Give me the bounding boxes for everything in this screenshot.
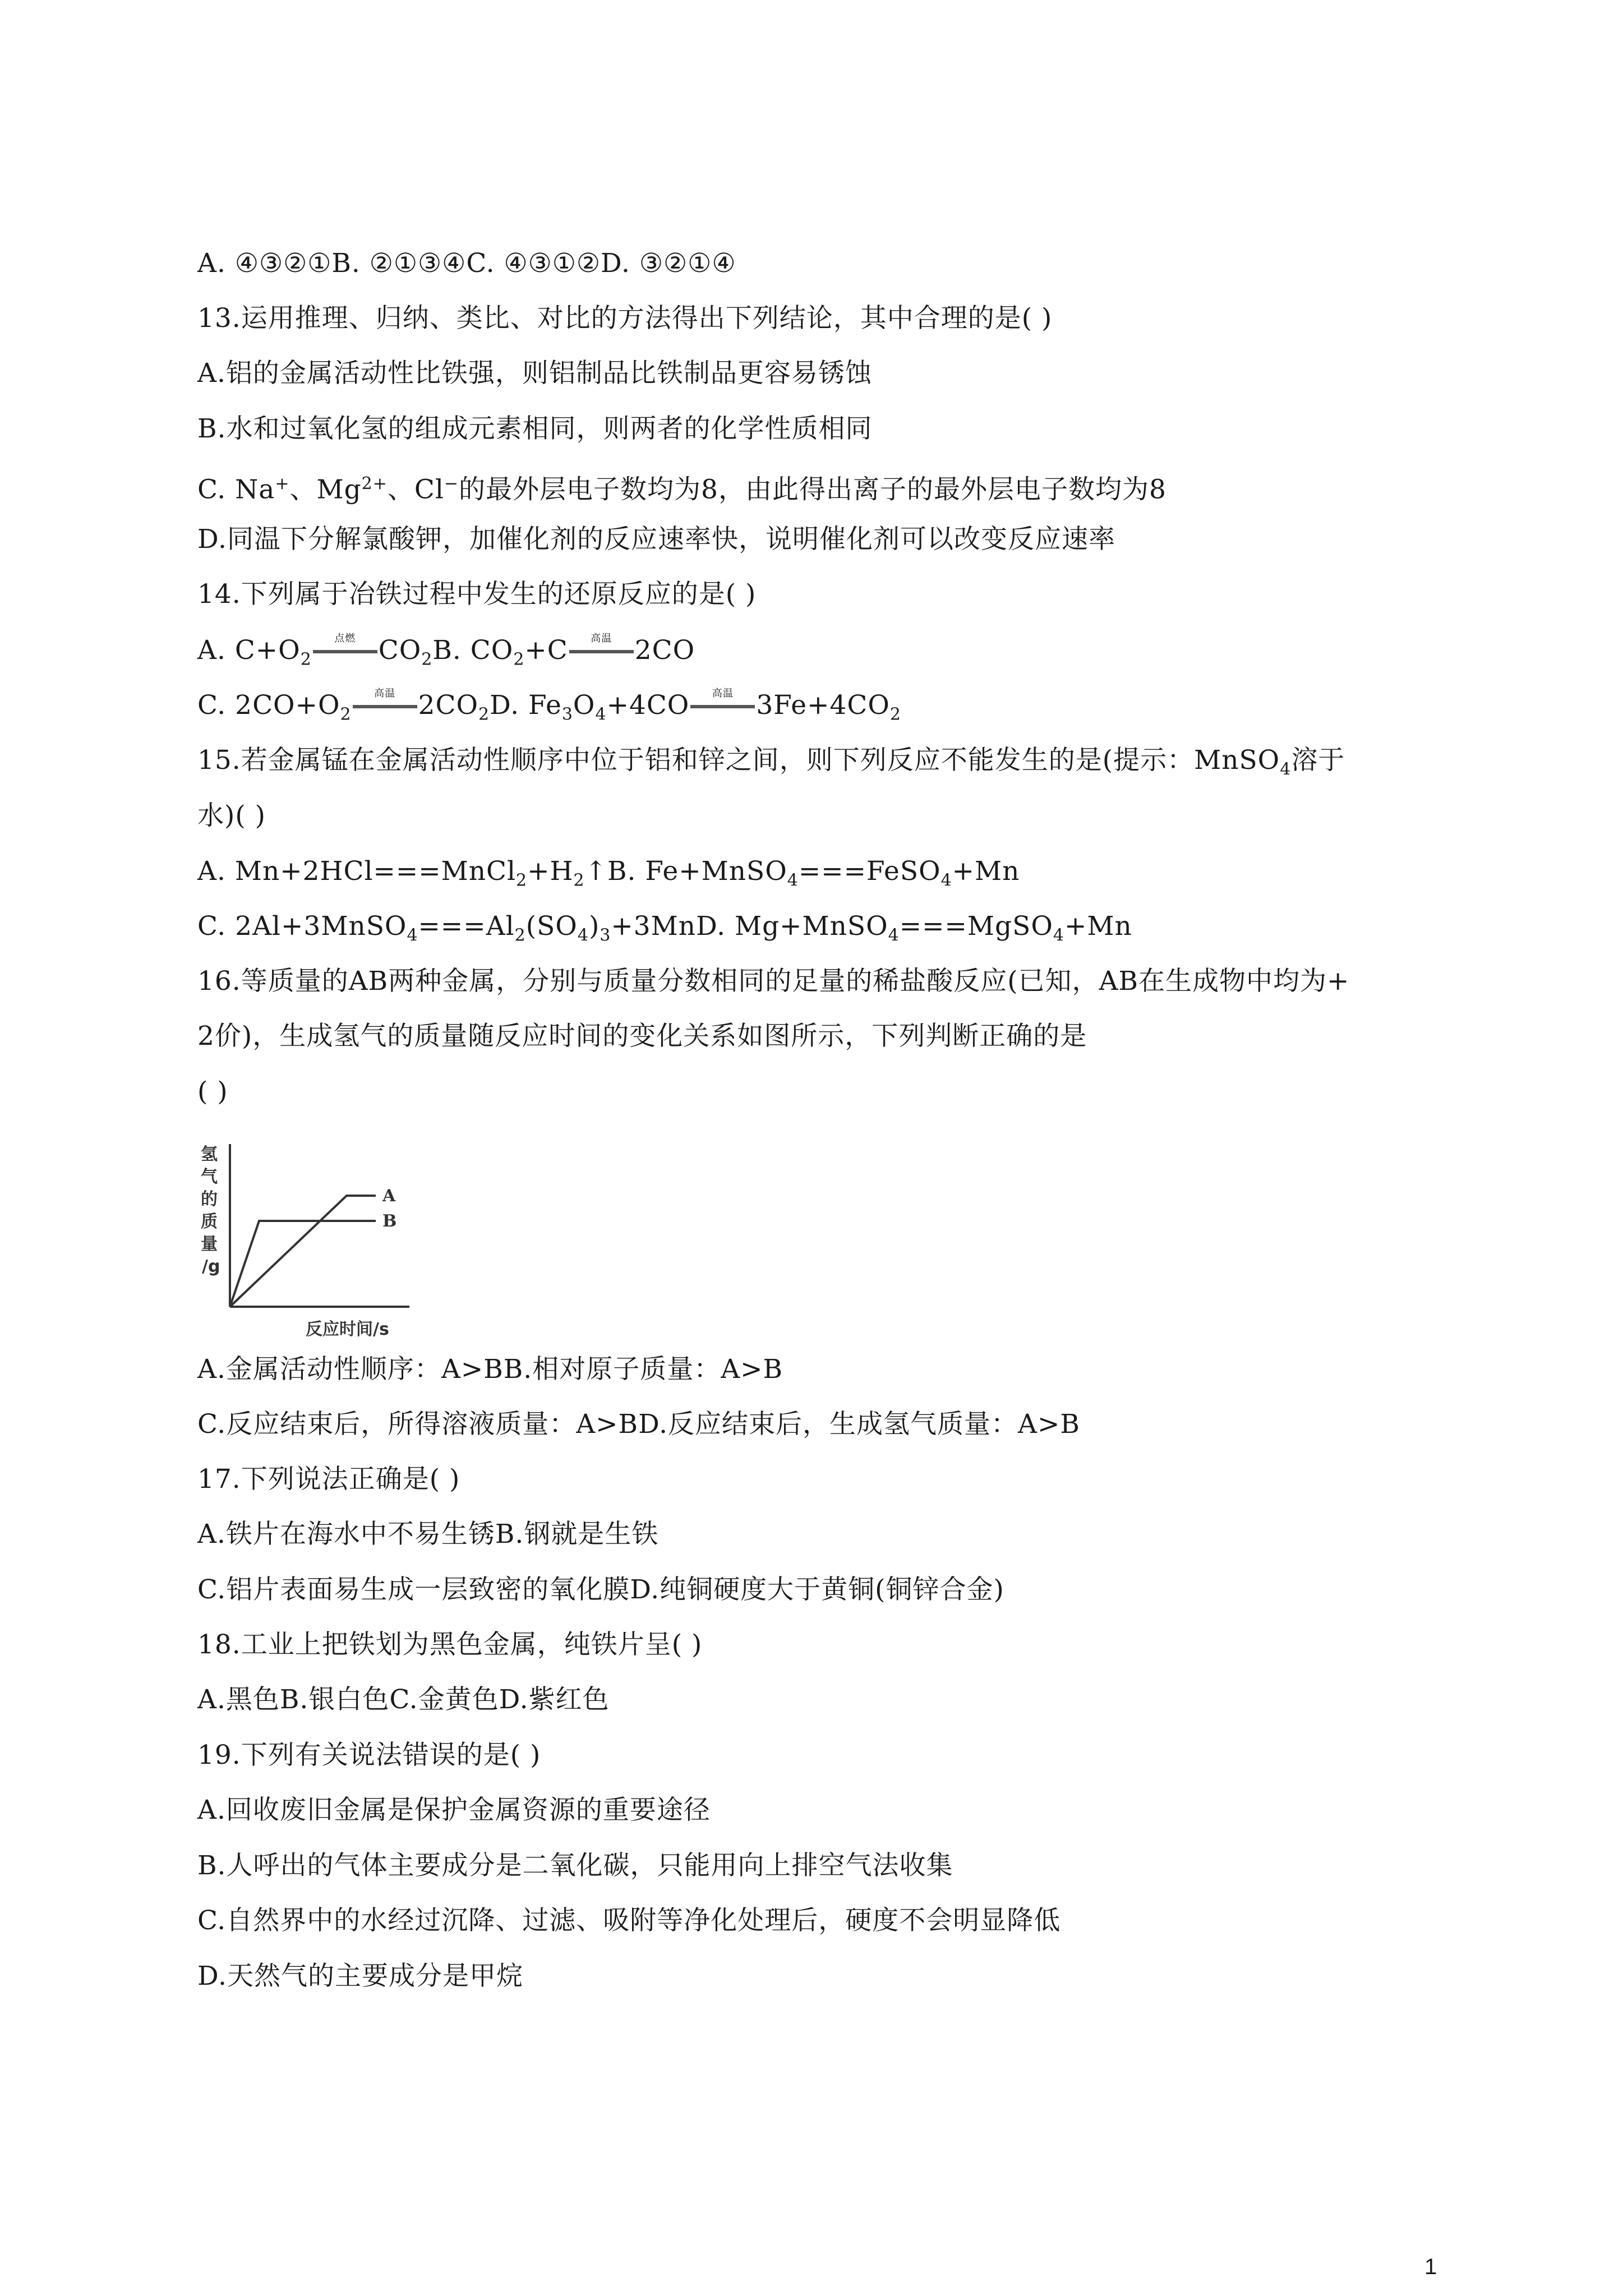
q14-stem: 14.下列属于冶铁过程中发生的还原反应的是( ) bbox=[197, 579, 757, 610]
q14-options-ab: A. $C+O_2$ 点燃 $CO_2B$. $CO_2+C$ 高温 2CO bbox=[197, 633, 695, 670]
q19-option-c: C.自然界中的水经过沉降、过滤、吸附等净化处理后，硬度不会明显降低 bbox=[197, 1905, 1061, 1936]
y-label-char: 质 bbox=[201, 1212, 218, 1232]
series-label-a: A bbox=[382, 1186, 396, 1206]
q13-option-b: B.水和过氧化氢的组成元素相同，则两者的化学性质相同 bbox=[197, 413, 873, 444]
q15-options-cd: C. $2Al+3MnSO_4===Al_2(SO_4)_3+3MnD$. Mg+MnSO$_4$===MgSO$_4$+Mn bbox=[197, 911, 1132, 946]
x-axis-label: 反应时间/s bbox=[306, 1320, 389, 1339]
y-label-char: 氢 bbox=[201, 1145, 218, 1164]
reaction-condition-arrow: 点燃 bbox=[313, 637, 377, 656]
y-label-char: /g bbox=[202, 1257, 220, 1276]
q19-stem: 19.下列有关说法错误的是( ) bbox=[197, 1740, 541, 1771]
q15-options-ab: A. $Mn+2HCl===MnCl_2+H_2↑B$. Fe+MnSO$_4$===FeSO$_4$+Mn bbox=[197, 856, 1020, 891]
reaction-condition-arrow: 高温 bbox=[690, 691, 755, 711]
q13-option-c: C. Na+、$Mg^{2+}$、Cl−的最外层电子数均为8，由此得出离子的最外层电子数均为8 bbox=[197, 474, 1166, 505]
q17-stem: 17.下列说法正确是( ) bbox=[197, 1464, 460, 1495]
q18-stem: 18.工业上把铁划为黑色金属，纯铁片呈( ) bbox=[197, 1629, 703, 1660]
q16-blank: ( ) bbox=[197, 1076, 228, 1107]
page-number: 1 bbox=[1424, 2254, 1437, 2279]
q19-option-b: B.人呼出的气体主要成分是二氧化碳，只能用向上排空气法收集 bbox=[197, 1850, 953, 1881]
q16-stem-cont: 2价)，生成氢气的质量随反应时间的变化关系如图所示，下列判断正确的是 bbox=[197, 1021, 1087, 1052]
series-layer bbox=[230, 1186, 396, 1307]
q16-options-cd: C.反应结束后，所得溶液质量：A>BD.反应结束后，生成氢气质量：A>B bbox=[197, 1409, 1080, 1440]
series-line-b bbox=[230, 1221, 376, 1307]
y-label-char: 量 bbox=[201, 1234, 218, 1254]
q13-option-a: A.铝的金属活动性比铁强，则铝制品比铁制品更容易锈蚀 bbox=[197, 358, 872, 389]
q17-options-ab: A.铁片在海水中不易生锈B.钢就是生铁 bbox=[197, 1519, 659, 1550]
q15-stem: 15.若金属锰在金属活动性顺序中位于铝和锌之间，则下列反应不能发生的是(提示：MnSO$_4$溶于 bbox=[197, 745, 1345, 780]
y-label-char: 的 bbox=[201, 1190, 218, 1209]
q19-option-d: D.天然气的主要成分是甲烷 bbox=[197, 1961, 523, 1991]
q15-stem-cont: 水)( ) bbox=[197, 800, 266, 831]
q12-options: A. ④③②①B. ②①③④C. ④③①②D. ③②①④ bbox=[197, 248, 736, 279]
series-line-a bbox=[230, 1196, 376, 1307]
q13-option-d: D.同温下分解氯酸钾，加催化剂的反应速率快，说明催化剂可以改变反应速率 bbox=[197, 524, 1115, 555]
q18-options: A.黑色B.银白色C.金黄色D.紫红色 bbox=[197, 1684, 610, 1715]
y-label-char: 气 bbox=[201, 1167, 218, 1187]
q13-stem: 13.运用推理、归纳、类比、对比的方法得出下列结论，其中合理的是( ) bbox=[197, 303, 1053, 334]
q14-options-cd: C. $2CO+O_2$ 高温 $2CO_2D$. $Fe_3O_4+4CO$ 高温 $3Fe+4CO_2$ bbox=[197, 688, 901, 725]
q16-stem: 16.等质量的AB两种金属，分别与质量分数相同的足量的稀盐酸反应(已知，AB在生成物中均为+ bbox=[197, 966, 1350, 997]
reaction-condition-arrow: 高温 bbox=[569, 637, 634, 656]
hydrogen-mass-chart bbox=[185, 1138, 421, 1346]
series-label-b: B bbox=[382, 1211, 397, 1231]
y-axis-label bbox=[201, 1145, 223, 1276]
q16-options-ab: A.金属活动性顺序：A>BB.相对原子质量：A>B bbox=[197, 1354, 783, 1385]
q17-options-cd: C.铝片表面易生成一层致密的氧化膜D.纯铜硬度大于黄铜(铜锌合金) bbox=[197, 1574, 1004, 1605]
reaction-condition-arrow: 高温 bbox=[353, 691, 417, 711]
q19-option-a: A.回收废旧金属是保护金属资源的重要途径 bbox=[197, 1795, 711, 1825]
